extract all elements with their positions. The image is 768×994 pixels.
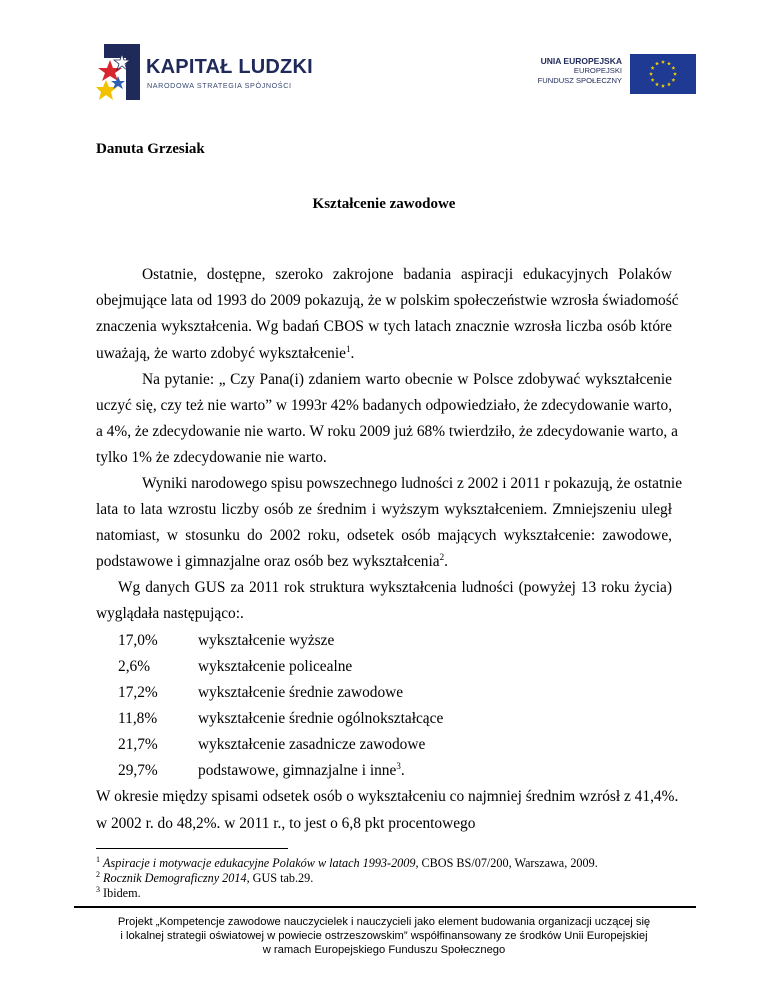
footnote-number: 2 bbox=[96, 869, 100, 879]
eu-logo-line1: UNIA EUROPEJSKA bbox=[540, 56, 622, 66]
education-label: wykształcenie wyższe bbox=[198, 632, 335, 649]
paragraph-1-line-1: Ostatnie, dostępne, szeroko zakrojone badania aspiracji edukacyjnych Polaków bbox=[142, 266, 672, 283]
eu-flag-icon bbox=[630, 54, 696, 94]
footnote-title: Rocznik Demograficzny 2014 bbox=[103, 871, 247, 885]
footnote-1 bbox=[96, 856, 598, 871]
footer-line-1: Projekt „Kompetencje zawodowe nauczycielek i nauczycieli jako element budowania organizacji uczącej się bbox=[117, 916, 651, 928]
footnote-detail: Ibidem. bbox=[103, 886, 141, 900]
footnote-number: 3 bbox=[96, 884, 100, 894]
paragraph-2-line-4: tylko 1% że zdecydowanie nie warto. bbox=[96, 449, 327, 466]
paragraph-3-line-2: lata to lata wzrostu liczby osób ze średnim i wyższym wykształceniem. Zmniejszeniu uległ bbox=[96, 501, 672, 518]
education-label bbox=[198, 762, 405, 780]
footnote-3 bbox=[96, 886, 141, 901]
footnote-title: Aspiracje i motywacje edukacyjne Polaków w latach 1993-2009 bbox=[103, 856, 416, 870]
paragraph-3-line-4 bbox=[96, 553, 448, 571]
paragraph-5-line-2: w 2002 r. do 48,2%. w 2011 r., to jest o 6,8 pkt procentowego bbox=[96, 815, 476, 832]
paragraph-3-line-4-end: . bbox=[444, 553, 448, 570]
paragraph-3-line-3: natomiast, w stosunku do 2002 roku, odsetek osób mających wykształcenie: zawodowe, bbox=[96, 527, 672, 544]
education-percent: 29,7% bbox=[118, 762, 158, 779]
eu-logo bbox=[500, 54, 696, 96]
kapital-ludzki-logo bbox=[96, 40, 336, 104]
eu-logo-line2: EUROPEJSKI bbox=[573, 66, 622, 75]
education-percent: 21,7% bbox=[118, 736, 158, 753]
footer-line-2: i lokalnej strategii oświatowej w powiecie ostrzeszowskim” współfinansowany ze środków Unii Europejskiej bbox=[120, 930, 648, 942]
eu-logo-text bbox=[538, 56, 622, 86]
education-label-text: podstawowe, gimnazjalne i inne bbox=[198, 762, 397, 779]
footnote-ref-1: 1 bbox=[345, 343, 351, 354]
paragraph-3-line-4-text: podstawowe i gimnazjalne oraz osób bez wykształcenia bbox=[96, 553, 440, 570]
paragraph-4-line-2: wyglądała następująco:. bbox=[96, 605, 244, 622]
education-label: wykształcenie średnie ogólnokształcące bbox=[198, 710, 444, 727]
education-label: wykształcenie zasadnicze zawodowe bbox=[198, 736, 426, 753]
footnote-number: 1 bbox=[96, 854, 100, 864]
kapital-ludzki-subtitle: NARODOWA STRATEGIA SPÓJNOŚCI bbox=[147, 81, 292, 90]
kapital-ludzki-stars-icon bbox=[96, 40, 142, 104]
paragraph-3-line-1: Wyniki narodowego spisu powszechnego ludności z 2002 i 2011 r pokazują, że ostatnie bbox=[142, 475, 683, 492]
paragraph-2-line-2: uczyć się, czy też nie warto” w 1993r 42% badanych odpowiedziało, że zdecydowanie warto, bbox=[96, 397, 673, 414]
paragraph-1-line-4-end: . bbox=[350, 345, 355, 362]
eu-logo-line3: FUNDUSZ SPOŁECZNY bbox=[537, 76, 622, 85]
paragraph-4-line-1: Wg danych GUS za 2011 rok struktura wykształcenia ludności (powyżej 13 roku życia) bbox=[118, 579, 672, 596]
education-percent: 17,2% bbox=[118, 684, 158, 701]
paragraph-1-line-2: obejmujące lata od 1993 do 2009 pokazują, że w polskim społeczeństwie wzrosła świadomość bbox=[96, 292, 679, 309]
footnote-2 bbox=[96, 871, 313, 886]
education-percent: 17,0% bbox=[118, 632, 158, 649]
paragraph-1-line-3: znaczenia wykształcenia. Wg badań CBOS w tych latach znacznie wzrosła liczba osób które bbox=[96, 318, 672, 335]
education-percent: 11,8% bbox=[118, 710, 158, 727]
footer-divider bbox=[74, 906, 696, 908]
footnote-detail: , GUS tab.29. bbox=[246, 871, 314, 885]
paragraph-5-line-1: W okresie między spisami odsetek osób o wykształceniu co najmniej średnim wzrósł z 41,4%. bbox=[96, 788, 679, 805]
document-title: Kształcenie zawodowe bbox=[312, 196, 456, 212]
education-percent: 2,6% bbox=[118, 658, 151, 675]
paragraph-2-line-3: a 4%, że zdecydowanie nie warto. W roku 2009 już 68% twierdziło, że zdecydowanie warto, a bbox=[96, 423, 678, 440]
kapital-ludzki-title: KAPITAŁ LUDZKI bbox=[146, 56, 313, 78]
education-label: wykształcenie policealne bbox=[198, 658, 353, 675]
education-label-end: . bbox=[400, 762, 405, 779]
author-name: Danuta Grzesiak bbox=[96, 141, 205, 157]
footnote-ref-2: 2 bbox=[439, 551, 445, 562]
footnote-detail: , CBOS BS/07/200, Warszawa, 2009. bbox=[415, 856, 598, 870]
paragraph-1-line-4-text: uważają, że warto zdobyć wykształcenie bbox=[96, 345, 346, 362]
footnote-divider bbox=[96, 848, 288, 849]
paragraph-2-line-1: Na pytanie: „ Czy Pana(i) zdaniem warto obecnie w Polsce zdobywać wykształcenie bbox=[142, 371, 672, 388]
paragraph-1-line-4 bbox=[96, 345, 354, 363]
footnote-ref-3: 3 bbox=[396, 760, 401, 771]
footer-line-3: w ramach Europejskiego Funduszu Społecznego bbox=[262, 944, 506, 956]
education-label: wykształcenie średnie zawodowe bbox=[198, 684, 404, 701]
